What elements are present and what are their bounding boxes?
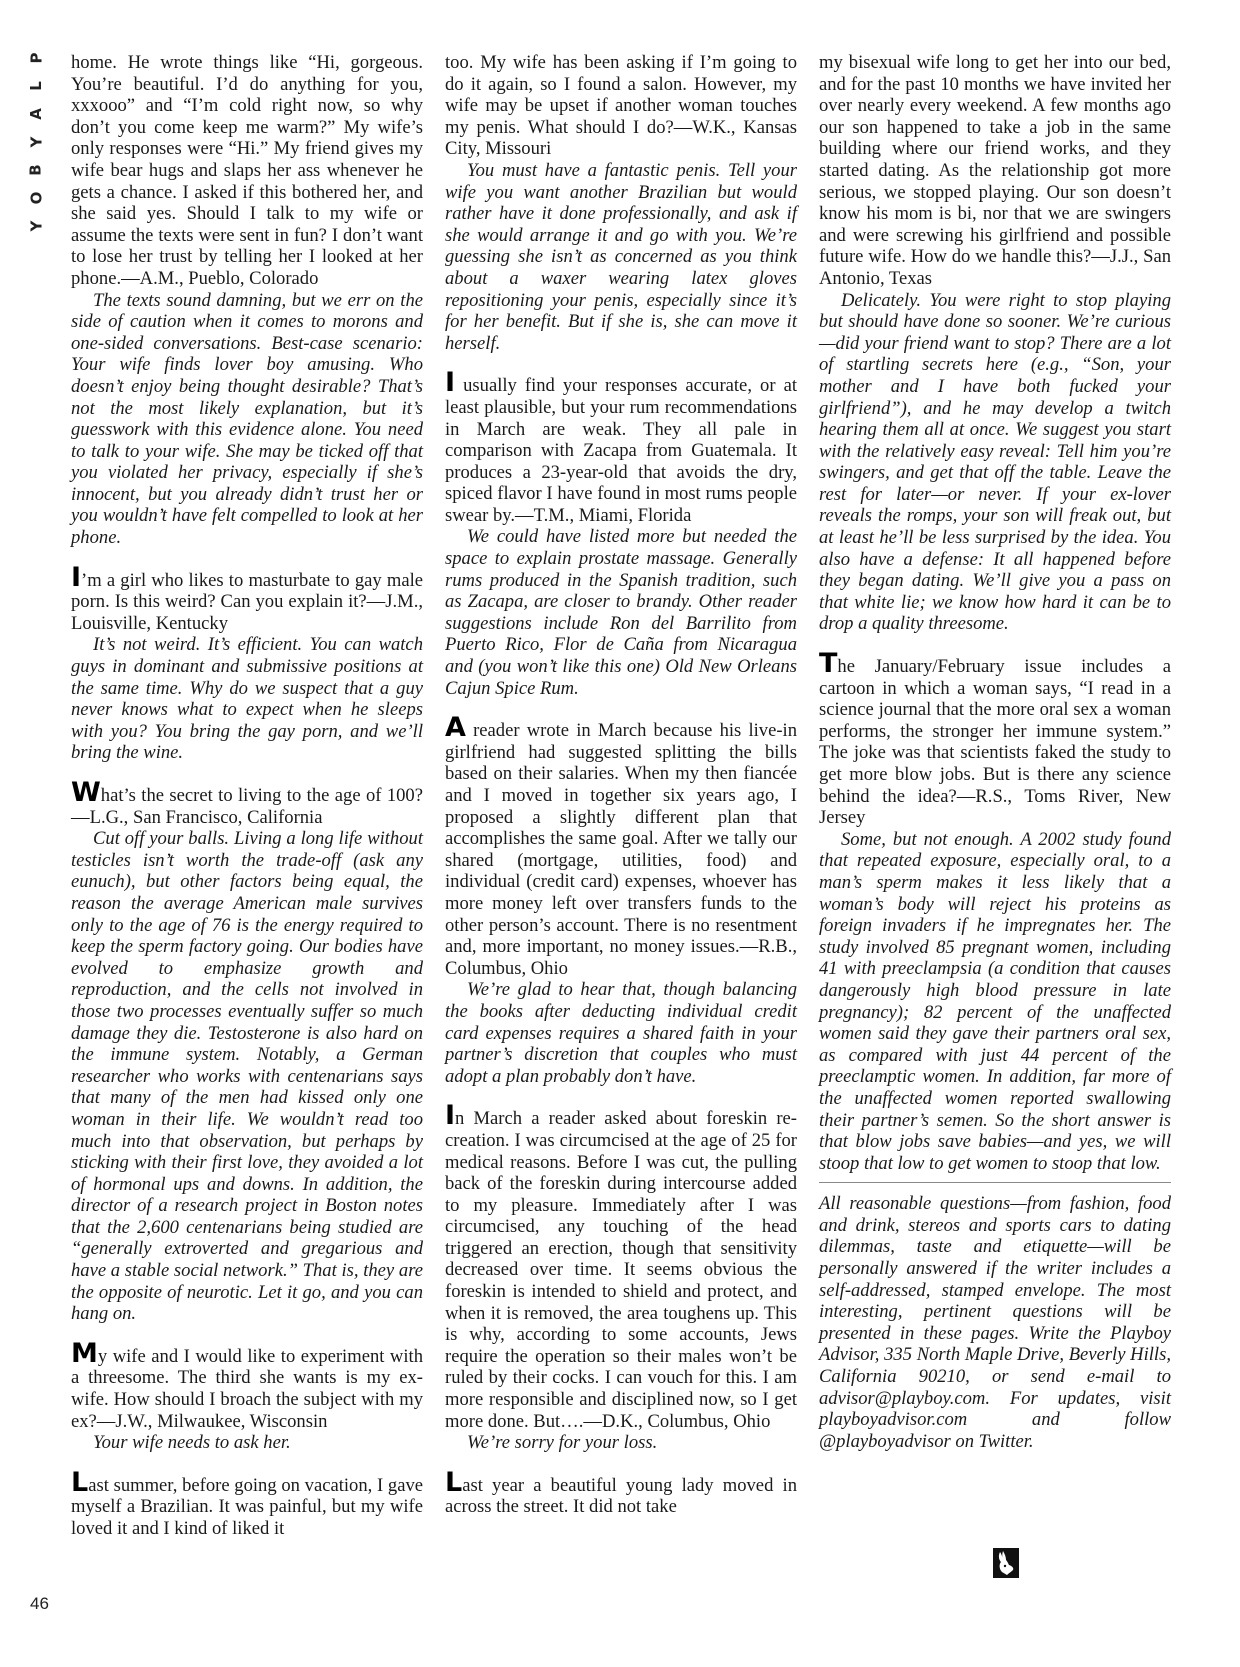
reader-question [819,648,1171,829]
reader-question [445,1100,797,1432]
paragraph-text: ast year a beautiful young lady moved in across the street. It did not take [445,1474,797,1518]
rabbit-head-icon [993,1548,1019,1578]
paragraph-text: hat’s the secret to living to the age of 100?—L.G., San Francisco, California [71,785,423,828]
reader-question [71,1337,423,1432]
paragraph-text: my bisexual wife long to get her into our bed, and for the past 10 months we have invited her over nearly every weekend. A few months ago our son happened to take a job in the same building where our friend works, and they started dating. As the relationship got more serious, we stopped playing. Our son doesn’t know his mom is bi, nor that we are swingers and were screwing his girlfriend and possible future wife. How do we handle this?—J.J., San Antonio, Texas [819,52,1171,289]
reader-question [445,1466,797,1518]
playboy-masthead [26,44,46,264]
reader-question [71,1466,423,1540]
paragraph-text: Your wife needs to ask her. [93,1432,291,1454]
paragraph-text: It’s not weird. It’s efficient. You can watch guys in dominant and submissive positions at the same time. Why do we suspect that a guy never knows what to expect when he sleeps with you? You bring the gay porn, and we’ll bring the wine. [71,634,423,764]
page-number: 46 [30,1594,49,1613]
reader-question [445,367,797,526]
masthead-letter: O [26,191,45,205]
advisor-answer [445,160,797,354]
advisor-answer [71,1432,423,1454]
reader-question [445,52,797,160]
divider-rule [819,1182,1171,1183]
advisor-answer [445,526,797,699]
paragraph-text: We’re sorry for your loss. [467,1432,658,1454]
reader-question [71,561,423,635]
drop-cap: I [71,561,82,593]
advisor-answer [445,979,797,1087]
paragraph-text: Some, but not enough. A 2002 study found that repeated exposure, especially oral, to a man’s sperm makes it less likely that a woman’s body will reject his proteins as foreign invaders if he impregnates her. The study involved 85 pregnant women, including 41 with preeclampsia (a condition that causes dangerously high blood pressure in late pregnancy); 82 percent of the unaffected women said they gave their partners oral sex, as compared with just 44 percent of the preeclamptic women. In addition, far more of the unaffected women reported swallowing their partner’s semen. So the short answer is that blow jobs save babies—and yes, we will stoop that low to get women to stoop that low. [819,828,1171,1174]
reader-question [445,712,797,979]
masthead-letter: A [26,108,45,120]
drop-cap: I [445,367,456,399]
drop-cap: A [445,712,466,744]
column-1 [71,52,423,1540]
drop-cap: M [71,1337,98,1369]
masthead-letter: Y [27,220,45,232]
column-3 [819,52,1171,1452]
paragraph-text: Cut off your balls. Living a long life without testicles isn’t worth the trade-off (ask any eunuch), but other factors being equal, the reason the average American male survives only to the age of 76 is the energy required to keep the sperm factory going. Our bodies have evolved to emphasize growth and reproduction, and the cells not involved in those two processes eventually suffer so much damage they die. Testosterone is also hard on the immune system. Notably, a German researcher who works with centenarians says that many of the men had kissed only one woman in their life. We wouldn’t read too much into that observation, but perhaps by sticking with their first love, they avoided a lot of hormonal ups and downs. In addition, the director of a research project in Boston notes that the 2,600 centenarians being studied are “generally extroverted and gregarious and have a stable social network.” That is, they are the opposite of neurotic. Let it go, and you can hang on. [71,828,423,1325]
advisor-answer [71,634,423,764]
paragraph-text: too. My wife has been asking if I’m going to do it again, so I found a salon. However, my wife may be upset if another woman touches my penis. What should I do?—W.K., Kansas City, Missouri [445,52,797,160]
advisor-answer [71,290,423,549]
paragraph-text: usually find your responses accurate, or at least plausible, but your rum recommendations in March are weak. They all pale in comparison with Zacapa from Guatemala. It produces a 23-year-old that avoids the dry, spiced flavor I have found in most rums people swear by.—T.M., Miami, Florida [445,375,797,526]
masthead-letter: P [27,52,45,64]
paragraph-text: You must have a fantastic penis. Tell your wife you want another Brazilian but would rather have it done professionally, and ask if she would arrange it and go with you. We’re guessing she isn’t as concerned as you think about a waxer wearing latex gloves repositioning your penis, especially since it’s for her benefit. But if she is, she can move it herself. [445,159,797,354]
paragraph-text: y wife and I would like to experiment with a threesome. The third she wants is my ex-wife. How should I broach the subject with my ex?—J.W., Milwaukee, Wisconsin [71,1345,423,1432]
advisor-answer [71,828,423,1325]
masthead-letter: B [27,164,45,176]
paragraph-text: All reasonable questions—from fashion, food and drink, stereos and sports cars to dating dilemmas, taste and etiquette—will be personally answered if the writer includes a self-addressed, stamped envelope. The most interesting, pertinent questions will be presented in these pages. Write the Playboy Advisor, 335 North Maple Drive, Beverly Hills, California 90210, or send e-mail to advisor@playboy.com. For updates, visit playboyadvisor.com and follow @playboyadvisor on Twitter. [819,1193,1171,1452]
drop-cap: L [71,1466,89,1498]
paragraph-text: ’m a girl who likes to masturbate to gay male porn. Is this weird? Can you explain it?—J.M., Louisville, Kentucky [71,569,423,634]
paragraph-text: ast summer, before going on vacation, I gave myself a Brazilian. It was painful, but my wife loved it and I kind of liked it [71,1474,423,1539]
column-2 [445,52,797,1518]
paragraph-text: We could have listed more but needed the space to explain prostate massage. Generally rums produced in the Spanish tradition, such as Zacapa, are closer to brandy. Other reader suggestions include Ron del Barrilito from Puerto Rico, Flor de Caña from Nicaragua and (you won’t like this one) Old New Orleans Cajun Spice Rum. [445,526,797,699]
paragraph-text: home. He wrote things like “Hi, gorgeous. You’re beautiful. I’d do anything for you, xxxooo” and “I’m cold right now, so why don’t you come keep me warm?” My wife’s only responses were “Hi.” My friend gives my wife bear hugs and slaps her ass whenever he gets a chance. I asked if this bothered her, and she said yes. Should I talk to my wife or assume the texts were sent in fun? I don’t want to lose her trust by telling her I looked at her phone.—A.M., Pueblo, Colorado [71,52,423,289]
submission-note [819,1193,1171,1452]
paragraph-text: reader wrote in March because his live-in girlfriend had suggested splitting the bills based on their salaries. When my then fiancée and I moved in together six years ago, I proposed a slightly different plan that accomplishes the same goal. After we tally our shared (mortgage, utilities, food) and individual (credit card) expenses, whoever has more money left over transfers funds to the other person’s account. There is no resentment and, more important, no money issues.—R.B., Columbus, Ohio [445,720,797,979]
reader-question [71,777,423,828]
paragraph-text: he January/February issue includes a cartoon in which a woman says, “I read in a science journal that the more oral sex a woman performs, the stronger her immune system.” The joke was that scientists faked the study to get more blow jobs. But is there any science behind the idea?—R.S., Toms River, New Jersey [819,656,1171,829]
advisor-answer [819,290,1171,636]
reader-question [819,52,1171,290]
paragraph-text: Delicately. You were right to stop playing but should have done so sooner. We’re curious—did your friend want to stop? There are a lot of startling secrets here (e.g., “Son, your mother and I have both fucked your girlfriend”), and he may develop a twitch hearing them all at once. We suggest you start with the relatively easy reveal: Tell him you’re swingers, and get that off the table. Leave the rest for later—or never. If your ex-lover reveals the romps, your son will freak out, but at least he’ll be less surprised by the idea. You also have a defense: It all happened before they began dating. We’ll give you a pass on that white lie; we know how hard it can be to drop a quality threesome. [819,289,1171,635]
drop-cap: L [445,1466,463,1498]
paragraph-text: n March a reader asked about foreskin re-creation. I was circumcised at the age of 25 for medical reasons. Before I was cut, the pulling back of the foreskin during intercourse added to my pleasure. Immediately after I was circumcised, any touching of the head triggered an erection, though that sensitivity decreased over time. It seems obvious the foreskin is intended to shield and protect, and when it is removed, the area toughens up. This is why, according to some accounts, Jews require the operation so their males won’t be ruled by their cocks. I can vouch for this. I am more responsible and disciplined now, so I get more done. But….—D.K., Columbus, Ohio [445,1108,797,1432]
advisor-answer [819,829,1171,1175]
paragraph-text: We’re glad to hear that, though balancing the books after deducting individual credit card expenses requires a shared faith in your partner’s discretion that couples who must adopt a plan probably don’t have. [445,979,797,1087]
masthead-letter: Y [27,136,45,148]
advisor-answer [445,1432,797,1454]
drop-cap: I [445,1100,456,1132]
drop-cap: T [819,648,838,680]
reader-question [71,52,423,290]
paragraph-text: The texts sound damning, but we err on the side of caution when it comes to morons and one-sided conversations. Best-case scenario: Your wife finds lover boy amusing. Who doesn’t enjoy being thought desirable? That’s not the most likely explanation, but it’s guesswork with this evidence alone. You need to talk to your wife. She may be ticked off that you violated her privacy, especially if she’s innocent, but you already didn’t trust her or you wouldn’t have felt compelled to look at her phone. [71,289,423,549]
masthead-letter: L [27,81,45,91]
drop-cap: W [71,777,101,808]
